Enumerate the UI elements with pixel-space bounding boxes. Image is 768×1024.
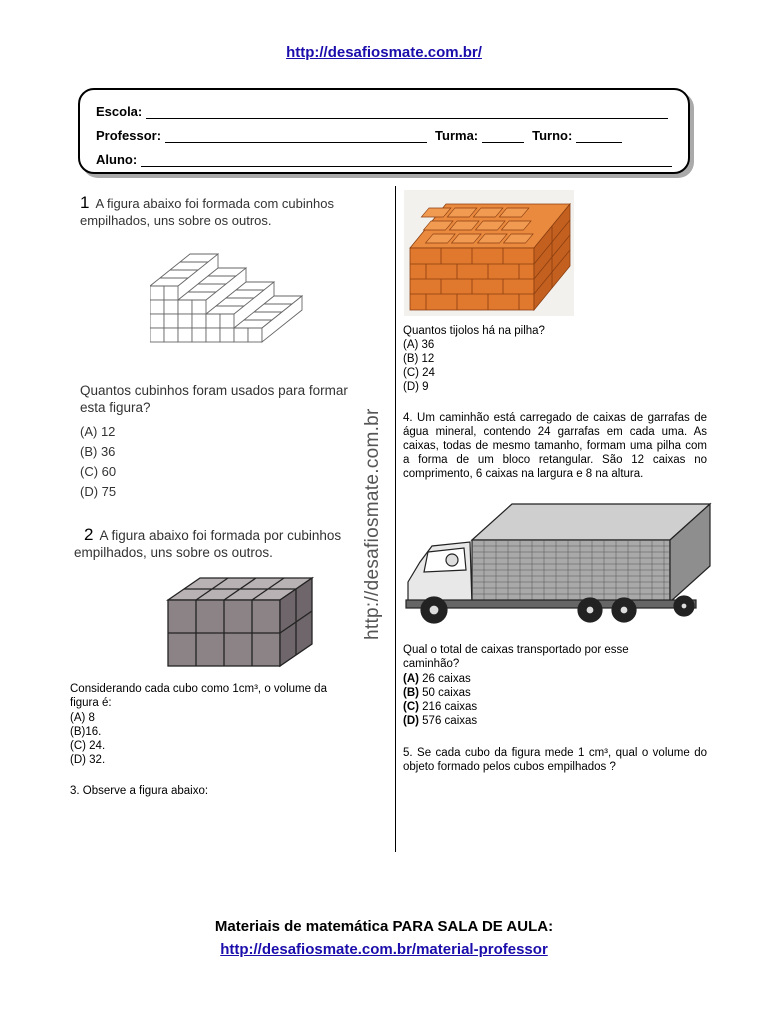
brick-stack-figure [404,190,574,316]
q2-question-line2: figura é: [70,697,112,709]
watermark-text: http://desafiosmate.com.br [362,408,383,640]
truck-window [424,548,466,572]
q1-option-b[interactable]: (B) 36 [80,444,116,459]
q3-option-b[interactable]: (B) 12 [403,353,435,365]
escola-row [96,104,676,119]
q2-text-line1: A figura abaixo foi formada por cubinhos [99,528,342,543]
q1-question [80,382,380,416]
turno-field[interactable] [576,130,622,143]
aluno-field[interactable] [141,154,672,167]
truck-cargo-top [472,504,710,540]
q1-option-c[interactable]: (C) 60 [80,464,117,479]
top-link[interactable]: http://desafiosmate.com.br/ [286,44,482,61]
driver-icon [446,554,458,566]
turma-label: Turma: [435,128,479,143]
q1-question-line1: Quantos cubinhos foram usados para formar [80,383,348,398]
q1-option-d[interactable]: (D) 75 [80,484,117,499]
q4-option-d[interactable]: (D) 576 caixas [403,715,478,727]
q1-text-line1: A figura abaixo foi formada com cubinhos [95,196,334,211]
q1-text-line2: empilhados, uns sobre os outros. [80,213,272,228]
q2-option-d[interactable]: (D) 32. [70,754,106,766]
escola-label: Escola: [96,104,143,119]
professor-label: Professor: [96,128,162,143]
q3-option-c[interactable]: (C) 24 [403,367,435,379]
q3-option-a[interactable]: (A) 36 [403,339,435,351]
q3-question-block [403,324,545,394]
footer-title-prefix: Materiais de matemática [214,918,393,935]
turno-label: Turno: [532,128,573,143]
q3-intro: 3. Observe a figura abaixo: [70,785,209,797]
truck-figure [402,500,714,630]
footer-title-bold: PARA SALA DE AULA: [392,918,554,935]
column-divider [395,186,396,852]
aluno-row [96,152,680,167]
q2-option-b[interactable]: (B)16. [70,726,102,738]
q4-question [403,643,629,671]
q4-option-a[interactable]: (A) 26 caixas [403,673,471,685]
turma-field[interactable] [482,130,524,143]
q4-question-line2: caminhão? [403,658,460,670]
q1-staircase-figure [150,236,360,376]
q4-options [403,672,477,728]
q2-question [70,682,370,710]
truck-chassis [406,600,696,608]
q1-question-line2: esta figura? [80,400,151,415]
q2-text-line2: empilhados, uns sobre os outros. [74,545,273,560]
q4-question-line1: Qual o total de caixas transportado por esse [403,644,629,656]
header-form-box [78,88,690,174]
q2-question-line1: Considerando cada cubo como 1cm³, o volume da [70,683,327,695]
q1-option-a[interactable]: (A) 12 [80,424,116,439]
q3-option-d[interactable]: (D) 9 [403,381,429,393]
truck-cargo-side [472,540,670,602]
footer-title [0,918,768,935]
aluno-label: Aluno: [96,152,138,167]
escola-field[interactable] [146,106,668,119]
footer-link[interactable]: http://desafiosmate.com.br/material-professor [220,941,548,958]
q2-options [70,711,105,767]
q2-text [74,526,384,561]
q3-question: Quantos tijolos há na pilha? [403,325,545,337]
q1-number: 1 [80,193,90,212]
q1-options [80,422,116,502]
professor-row [96,128,676,143]
q4-text: 4. Um caminhão está carregado de caixas de garrafas de água mineral, contendo 24 garrafas em cada uma. As caixas, todas de mesmo tamanho, formam uma pilha com a forma de um bloco retangular. São 12 caixas no comprimento, 6 caixas na largura e 8 na altura. [403,412,707,480]
q4-option-b[interactable]: (B) 50 caixas [403,687,471,699]
q5-text: 5. Se cada cubo da figura mede 1 cm³, qual o volume do objeto formado pelos cubos empilhados ? [403,747,707,773]
q1-text [80,194,380,229]
q2-number: 2 [84,525,94,544]
q2-option-a[interactable]: (A) 8 [70,712,95,724]
q2-cube-block-figure [164,572,324,672]
q2-option-c[interactable]: (C) 24. [70,740,106,752]
professor-field[interactable] [165,130,427,143]
q4-option-c[interactable]: (C) 216 caixas [403,701,478,713]
